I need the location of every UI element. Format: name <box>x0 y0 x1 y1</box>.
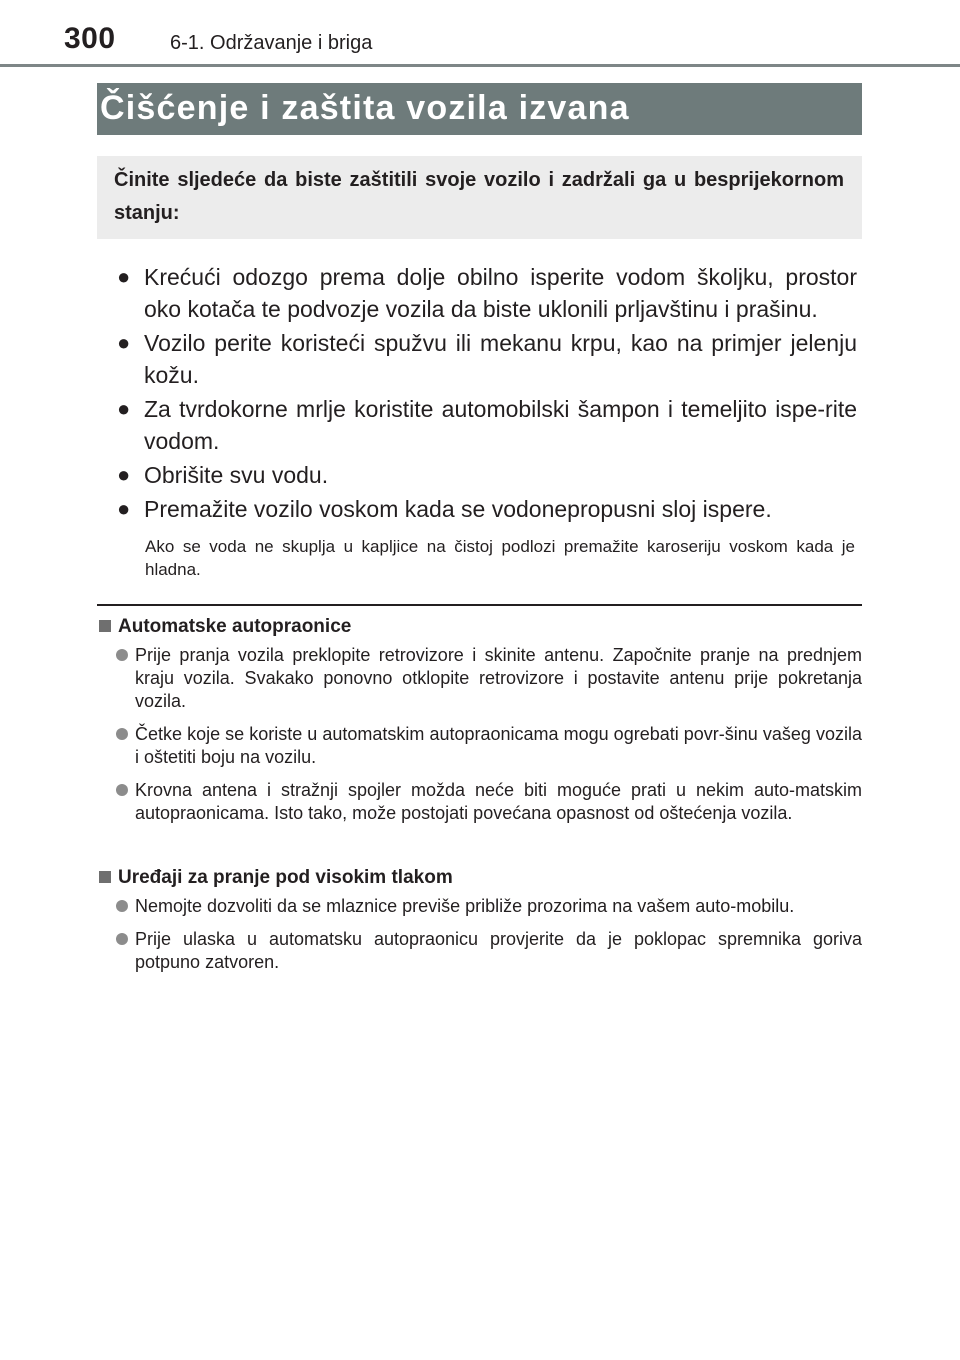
circle-bullet-icon <box>116 933 128 945</box>
section-heading <box>99 615 862 639</box>
main-list-item <box>117 327 857 391</box>
main-list-item <box>117 261 857 325</box>
main-note: Ako se voda ne skuplja u kapljice na čistoj podlozi premažite karoseriju voskom kada je hladna. <box>145 537 855 579</box>
section-list <box>99 644 862 825</box>
section-divider <box>97 604 862 606</box>
section-list <box>99 895 862 974</box>
circle-bullet-icon <box>116 728 128 740</box>
section-list-item <box>99 928 862 974</box>
section-heading-text: Automatske autopraonice <box>118 616 352 637</box>
page-number: 300 <box>64 22 116 55</box>
bullet-icon: ● <box>117 396 131 421</box>
section-heading <box>99 866 862 890</box>
section-high-pressure-washer <box>99 866 862 984</box>
main-item-text: Za tvrdokorne mrlje koristite automobilski šampon i temeljito ispe-rite vodom. <box>144 396 857 454</box>
section-item-text: Prije pranja vozila preklopite retrovizore i skinite antenu. Započnite pranje na prednjem kraju vozila. Svakako ponovno otklopite retrovizore i postavite antenu prije pokretanja vozila. <box>135 645 862 711</box>
main-list-item <box>117 459 857 491</box>
circle-bullet-icon <box>116 900 128 912</box>
intro-text: Činite sljedeće da biste zaštitili svoje vozilo i zadržali ga u besprijekornom stanju: <box>114 169 844 224</box>
main-item-text: Krećući odozgo prema dolje obilno isperite vodom školjku, prostor oko kotača te podvozje vozila da biste uklonili prljavštinu i prašinu. <box>144 264 857 322</box>
main-item-text: Obrišite svu vodu. <box>144 462 329 488</box>
section-label: 6-1. Održavanje i briga <box>170 32 373 54</box>
main-list-item <box>117 393 857 457</box>
circle-bullet-icon <box>116 784 128 796</box>
bullet-icon: ● <box>117 496 131 521</box>
square-bullet-icon <box>99 871 111 883</box>
section-item-text: Prije ulaska u automatsku autopraonicu provjerite da je poklopac spremnika goriva potpuno zatvoren. <box>135 929 862 972</box>
section-item-text: Četke koje se koriste u automatskim autopraonicama mogu ogrebati povr-šinu vašeg vozila i oštetiti boju na vozilu. <box>135 724 862 767</box>
square-bullet-icon <box>99 620 111 632</box>
section-item-text: Krovna antena i stražnji spojler možda neće biti moguće prati u nekim auto-matskim autopraonicama. Isto tako, može postojati povećana opasnost od oštećenja vozila. <box>135 780 862 823</box>
section-heading-text: Uređaji za pranje pod visokim tlakom <box>118 867 453 888</box>
page-header <box>0 0 960 70</box>
bullet-icon: ● <box>117 264 131 289</box>
main-list-item <box>117 493 857 525</box>
main-item-text: Vozilo perite koristeći spužvu ili mekanu krpu, kao na primjer jelenju kožu. <box>144 330 857 388</box>
main-item-text: Premažite vozilo voskom kada se vodonepropusni sloj ispere. <box>144 496 772 522</box>
section-list-item <box>99 779 862 825</box>
section-item-text: Nemojte dozvoliti da se mlaznice previše približe prozorima na vašem auto-mobilu. <box>135 896 795 916</box>
section-list-item <box>99 895 862 918</box>
circle-bullet-icon <box>116 649 128 661</box>
main-list <box>117 261 857 527</box>
bullet-icon: ● <box>117 462 131 487</box>
title-bar <box>97 83 862 135</box>
bullet-icon: ● <box>117 330 131 355</box>
section-list-item <box>99 644 862 713</box>
section-automatic-carwash <box>99 615 862 835</box>
header-divider <box>0 64 960 67</box>
section-list-item <box>99 723 862 769</box>
intro-box <box>97 156 862 239</box>
page-title: Čišćenje i zaštita vozila izvana <box>100 89 630 127</box>
